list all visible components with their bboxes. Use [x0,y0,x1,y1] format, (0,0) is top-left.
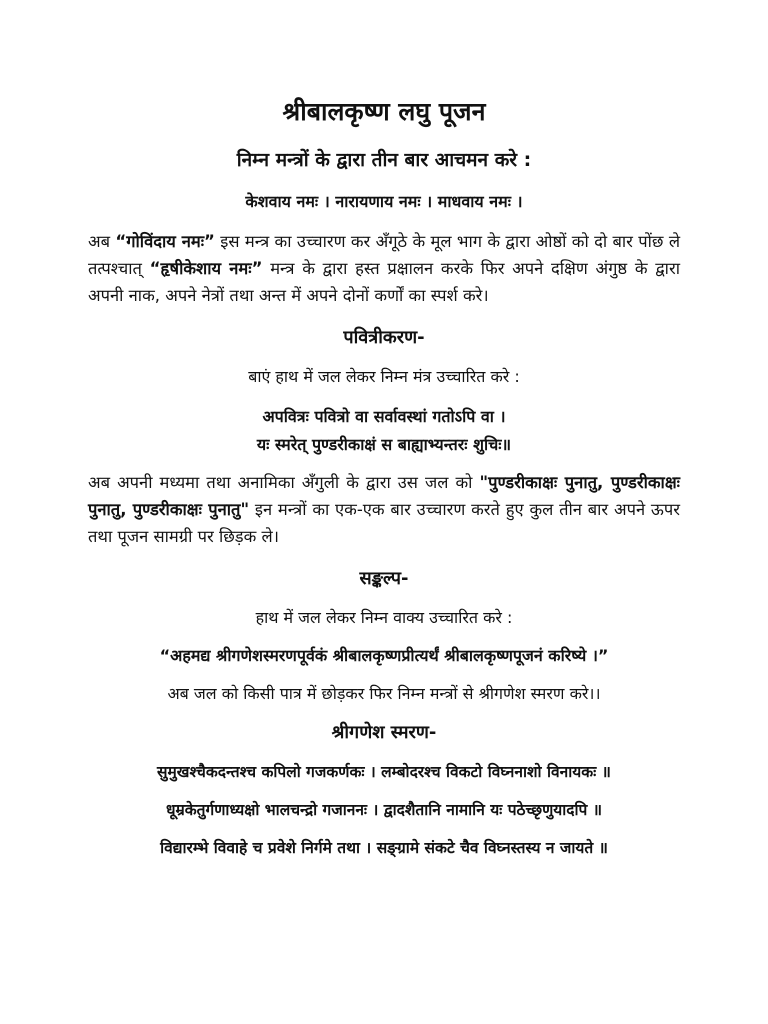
hrishikeshaya-mantra: “हृषीकेशाय नमः” [149,259,263,278]
pundarikaksha-mantra: "पुण्डरीकाक्षः पुनातु, पुण्डरीकाक्षः पुनातु, पुण्डरीकाक्षः पुनातु" [88,473,680,519]
sankalp-followup: अब जल को किसी पात्र में छोड़कर फिर निम्न मन्त्रों से श्रीगणेश स्मरण करे।। [167,684,601,703]
page-title: श्रीबालकृष्ण लघु पूजन [282,97,486,126]
pavitrikaran-instruction: बाएं हाथ में जल लेकर निम्न मंत्र उच्चारित करे : [248,367,520,386]
pavitrikaran-paragraph [88,469,680,550]
sankalp-vakya: “अहमद्य श्रीगणेशस्मरणपूर्वकं श्रीबालकृष्णप्रीत्यर्थं श्रीबालकृष्णपूजनं करिष्ये ।” [159,646,609,665]
ganesh-smaran-heading: श्रीगणेश स्मरण- [331,722,437,743]
govindaya-mantra: “गोविंदाय नमः” [115,232,215,251]
achaman-paragraph [88,228,680,309]
pavitrikaran-para-text-1: अब अपनी मध्यमा तथा अनामिका अँगुली के द्वारा उस जल को [88,473,480,492]
pavitrikaran-para-text-2: इन मन्त्रों का एक-एक बार उच्चारण करते हुए कुल तीन बार अपने ऊपर तथा पूजन सामग्री पर छिड़क ले। [88,500,680,546]
ganesh-verse-line-1: सुमुखश्चैकदन्तश्च कपिलो गजकर्णकः । लम्बोदरश्च विकटो विघ्ननाशो विनायकः ॥ [157,763,611,781]
pavitrikaran-verse [88,403,680,459]
achaman-para-text-2: इस मन्त्र का उच्चारण कर अँगूठे के मूल भाग के द्वारा ओष्ठों को दो बार पोंछ ले तत्पश्चात् [88,232,681,278]
achaman-mantra: केशवाय नमः । नारायणाय नमः । माधवाय नमः । [245,192,523,211]
achaman-para-text-1: अब [88,232,116,251]
pavitrikaran-verse-line-2: यः स्मरेत् पुण्डरीकाक्षं स बाह्याभ्यन्तरः शुचिः॥ [256,435,512,454]
achaman-heading: निम्न मन्त्रों के द्वारा तीन बार आचमन करे : [236,149,532,171]
pavitrikaran-heading: पवित्रीकरण- [343,327,425,348]
sankalp-instruction: हाथ में जल लेकर निम्न वाक्य उच्चारित करे : [255,608,513,627]
ganesh-verse-line-3: विद्यारम्भे विवाहे च प्रवेशे निर्गमे तथा । सङ्ग्रामे संकटे चैव विघ्नस्तस्य न जायते ॥ [160,839,608,857]
ganesh-verse-line-2: धूम्रकेतुर्गणाध्यक्षो भालचन्द्रो गजाननः । द्वादशैतानि नामानि यः पठेच्छृणुयादपि ॥ [165,801,603,819]
achaman-para-text-3: मन्त्र के द्वारा हस्त प्रक्षालन करके फिर अपने दक्षिण अंगुष्ठ के द्वारा अपनी नाक, अपने नेत्रों तथा अन्त में अपने दोनों कर्णों का स्पर्श करे। [88,259,680,305]
sankalp-heading: सङ्कल्प- [359,568,409,589]
pavitrikaran-verse-line-1: अपवित्रः पवित्रो वा सर्वावस्थां गतोऽपि वा । [262,407,506,426]
